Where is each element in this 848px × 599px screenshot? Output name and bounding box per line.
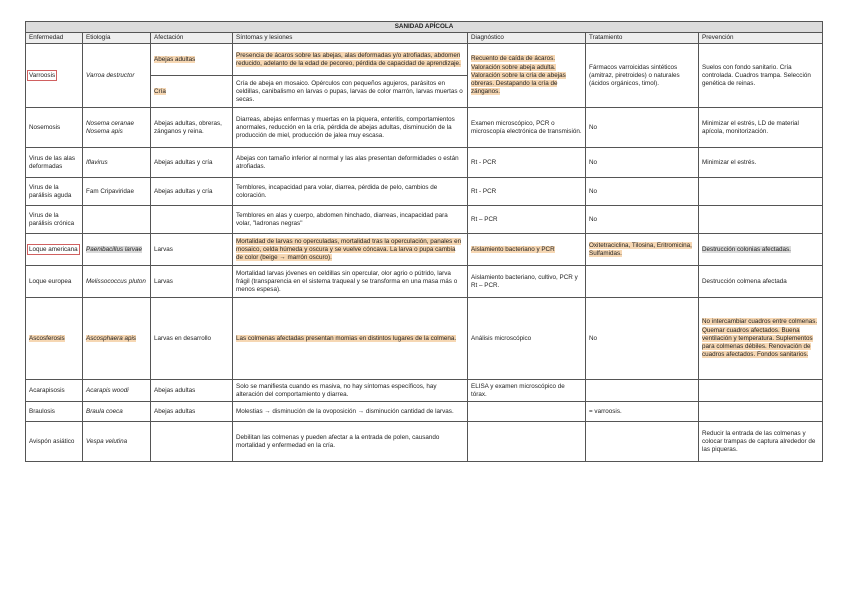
cell-treatment bbox=[586, 266, 699, 298]
cell-diagnosis: ELISA y examen microscópico de tórax. bbox=[468, 380, 586, 402]
cell-disease: Nosemosis bbox=[26, 108, 83, 148]
cell-symptoms bbox=[233, 76, 468, 108]
cell-disease: Avispón asiático bbox=[26, 422, 83, 462]
cell-affect: Abejas adultas, obreras, zánganos y reina. bbox=[151, 108, 233, 148]
column-header: Tratamiento bbox=[586, 33, 699, 44]
symptoms-text: Cría de abeja en mosaico. Opérculos con pequeños agujeros, parásitos en celdillas, canibalismo en larvas o pupas, larvas de color marrón, larvas muertas o secas. bbox=[236, 79, 463, 103]
disease-name: Varroosis bbox=[29, 71, 56, 79]
cell-affect bbox=[151, 44, 233, 76]
disease-name: Ascosferosis bbox=[29, 334, 65, 342]
affect-text: Abejas adultas bbox=[154, 55, 196, 63]
cell-disease: Braulosis bbox=[26, 402, 83, 422]
cell-symptoms bbox=[233, 298, 468, 380]
affect-text: Cría bbox=[154, 87, 166, 95]
cell-prevention bbox=[699, 298, 823, 380]
table-row bbox=[26, 178, 823, 206]
cell-affect: Abejas adultas y cría bbox=[151, 178, 233, 206]
column-header: Prevención bbox=[699, 33, 823, 44]
table-row bbox=[26, 402, 823, 422]
symptoms-text: Las colmenas afectadas presentan momias en distintos lugares de la colmena. bbox=[236, 334, 457, 342]
table-title: SANIDAD APÍCOLA bbox=[26, 22, 823, 33]
cell-prevention bbox=[699, 178, 823, 206]
cell-prevention: Minimizar el estrés. bbox=[699, 148, 823, 178]
etiology-line: Nosema ceranae bbox=[86, 119, 134, 127]
cell-diagnosis bbox=[468, 44, 586, 108]
cell-prevention bbox=[699, 402, 823, 422]
cell-symptoms: Solo se manifiesta cuando es masiva, no hay síntomas específicos, hay alteración del comportamiento y diarrea. bbox=[233, 380, 468, 402]
cell-etiology: Melissococcus pluton bbox=[83, 266, 151, 298]
column-header: Enfermedad bbox=[26, 33, 83, 44]
cell-etiology: Braula coeca bbox=[83, 402, 151, 422]
cell-prevention bbox=[699, 206, 823, 234]
cell-disease bbox=[26, 44, 83, 108]
table-row bbox=[26, 108, 823, 148]
cell-disease: Virus de las alas deformadas bbox=[26, 148, 83, 178]
cell-affect bbox=[151, 206, 233, 234]
cell-treatment: No bbox=[586, 148, 699, 178]
table-row bbox=[26, 298, 823, 380]
cell-etiology: Vespa velutina bbox=[83, 422, 151, 462]
treatment-text: Oxitetraciclina, Tilosina, Eritromicina, Sulfamidas. bbox=[589, 241, 692, 257]
cell-treatment bbox=[586, 380, 699, 402]
cell-symptoms bbox=[233, 44, 468, 76]
sanidad-apicola-table bbox=[25, 21, 823, 462]
cell-disease: Virus de la parálisis crónica bbox=[26, 206, 83, 234]
cell-diagnosis: Rt - PCR bbox=[468, 178, 586, 206]
cell-disease bbox=[26, 234, 83, 266]
header-row bbox=[26, 33, 823, 44]
cell-etiology: Varroa destructor bbox=[83, 44, 151, 108]
cell-etiology bbox=[83, 298, 151, 380]
table-row bbox=[26, 422, 823, 462]
cell-symptoms bbox=[233, 234, 468, 266]
cell-diagnosis: Análisis microscópico bbox=[468, 298, 586, 380]
column-header: Etiología bbox=[83, 33, 151, 44]
cell-affect bbox=[151, 422, 233, 462]
diagnosis-text: Aislamiento bacteriano y PCR bbox=[471, 245, 555, 253]
cell-prevention bbox=[699, 44, 823, 108]
prevention-text: Destrucción colonias afectadas. bbox=[702, 245, 791, 253]
diagnosis-text: Recuento de caída de ácaros. Valoración sobre abeja adulta. Valoración sobre la cría de abejas obreras. Destapando la cría de zánganos. bbox=[471, 55, 566, 96]
cell-prevention: Destrucción colmena afectada bbox=[699, 266, 823, 298]
cell-disease: Acarapisosis bbox=[26, 380, 83, 402]
prevention-text: Suelos con fondo sanitario. Cría controlada. Cuadros trampa. Selección genética de reinas. bbox=[702, 63, 811, 87]
cell-treatment bbox=[586, 422, 699, 462]
table-row-varroosis bbox=[26, 44, 823, 76]
cell-diagnosis bbox=[468, 402, 586, 422]
cell-diagnosis: Examen microscópico, PCR o microscopía electrónica de transmisión. bbox=[468, 108, 586, 148]
cell-symptoms: Temblores en alas y cuerpo, abdomen hinchado, diarreas, incapacidad para volar, "ladronas negras" bbox=[233, 206, 468, 234]
cell-affect: Abejas adultas bbox=[151, 380, 233, 402]
cell-affect: Larvas bbox=[151, 234, 233, 266]
cell-prevention: Minimizar el estrés, LD de material apícola, monitorización. bbox=[699, 108, 823, 148]
cell-symptoms: Molestias → disminución de la ovoposición → disminución cantidad de larvas. bbox=[233, 402, 468, 422]
cell-affect: Larvas en desarrollo bbox=[151, 298, 233, 380]
cell-etiology bbox=[83, 234, 151, 266]
cell-diagnosis: Rt – PCR bbox=[468, 206, 586, 234]
cell-symptoms: Debilitan las colmenas y pueden afectar a la entrada de polen, causando mortalidad y enfermedad en la cría. bbox=[233, 422, 468, 462]
cell-etiology: Acarapis woodi bbox=[83, 380, 151, 402]
cell-affect bbox=[151, 76, 233, 108]
cell-disease bbox=[26, 298, 83, 380]
table-row bbox=[26, 234, 823, 266]
cell-disease: Loque europea bbox=[26, 266, 83, 298]
etiology-text: Ascosphaera apis bbox=[86, 334, 137, 342]
cell-prevention bbox=[699, 234, 823, 266]
cell-affect: Abejas adultas y cría bbox=[151, 148, 233, 178]
table-row bbox=[26, 206, 823, 234]
cell-treatment: = varroosis. bbox=[586, 402, 699, 422]
cell-etiology: Fam Cripaviridae bbox=[83, 178, 151, 206]
cell-treatment bbox=[586, 234, 699, 266]
cell-etiology bbox=[83, 108, 151, 148]
column-header: Diagnóstico bbox=[468, 33, 586, 44]
symptoms-text: Mortalidad de larvas no operculadas, mortalidad tras la operculación, panales en mosaico, celda húmeda y oscura y se vuelve cóncava. La larva o pupa cambia de color (beige → marrón oscuro). bbox=[236, 237, 462, 261]
cell-treatment bbox=[586, 44, 699, 108]
cell-treatment: No bbox=[586, 108, 699, 148]
prevention-text: No intercambiar cuadros entre colmenas. Quemar cuadros afectados. Buena ventilación y temperatura. Suplementos para colmenas débiles. Renovación de cuadros afectados. Fondos sanitarios. bbox=[702, 318, 818, 359]
table-row bbox=[26, 266, 823, 298]
column-header: Síntomas y lesiones bbox=[233, 33, 468, 44]
cell-symptoms: Temblores, incapacidad para volar, diarrea, pérdida de pelo, cambios de coloración. bbox=[233, 178, 468, 206]
etiology-line: Nosema apis bbox=[86, 127, 123, 135]
disease-name: Loque americana bbox=[29, 245, 78, 253]
cell-affect: Abejas adultas bbox=[151, 402, 233, 422]
etiology-text: Paenibacillus larvae bbox=[86, 245, 143, 253]
cell-treatment: No bbox=[586, 298, 699, 380]
treatment-text: Fármacos varroicidas sintéticos (amitraz, piretroides) o naturales (ácidos orgánicos, timol). bbox=[589, 63, 680, 87]
cell-etiology: Iflavirus bbox=[83, 148, 151, 178]
cell-symptoms: Abejas con tamaño inferior al normal y las alas presentan deformidades o están atrofiadas. bbox=[233, 148, 468, 178]
cell-prevention: Reducir la entrada de las colmenas y colocar trampas de captura alrededor de las piqueras. bbox=[699, 422, 823, 462]
cell-diagnosis: Aislamiento bacteriano, cultivo, PCR y Rt – PCR. bbox=[468, 266, 586, 298]
symptoms-text: Presencia de ácaros sobre las abejas, alas deformadas y/o atrofiadas, abdomen reducido, adelanto de la edad de pecoreo, pérdida de capacidad de aprendizaje. bbox=[236, 51, 461, 67]
cell-treatment: No bbox=[586, 206, 699, 234]
cell-disease: Virus de la parálisis aguda bbox=[26, 178, 83, 206]
cell-symptoms: Diarreas, abejas enfermas y muertas en la piquera, enteritis, comportamientos anormales, reducción en la cría, pérdida de abejas adultas, disminución de la producción de miel, producción de jalea muy escasa. bbox=[233, 108, 468, 148]
cell-affect: Larvas bbox=[151, 266, 233, 298]
table-row bbox=[26, 380, 823, 402]
table-row bbox=[26, 148, 823, 178]
cell-symptoms: Mortalidad larvas jóvenes en celdillas sin opercular, olor agrio o pútrido, larva frágil (transparencia en el sistema traqueal y se transforma en una masa más o menos espesa). bbox=[233, 266, 468, 298]
cell-diagnosis: Rt - PCR bbox=[468, 148, 586, 178]
cell-treatment: No bbox=[586, 178, 699, 206]
cell-prevention bbox=[699, 380, 823, 402]
cell-diagnosis bbox=[468, 422, 586, 462]
column-header: Afectación bbox=[151, 33, 233, 44]
cell-etiology bbox=[83, 206, 151, 234]
cell-diagnosis bbox=[468, 234, 586, 266]
